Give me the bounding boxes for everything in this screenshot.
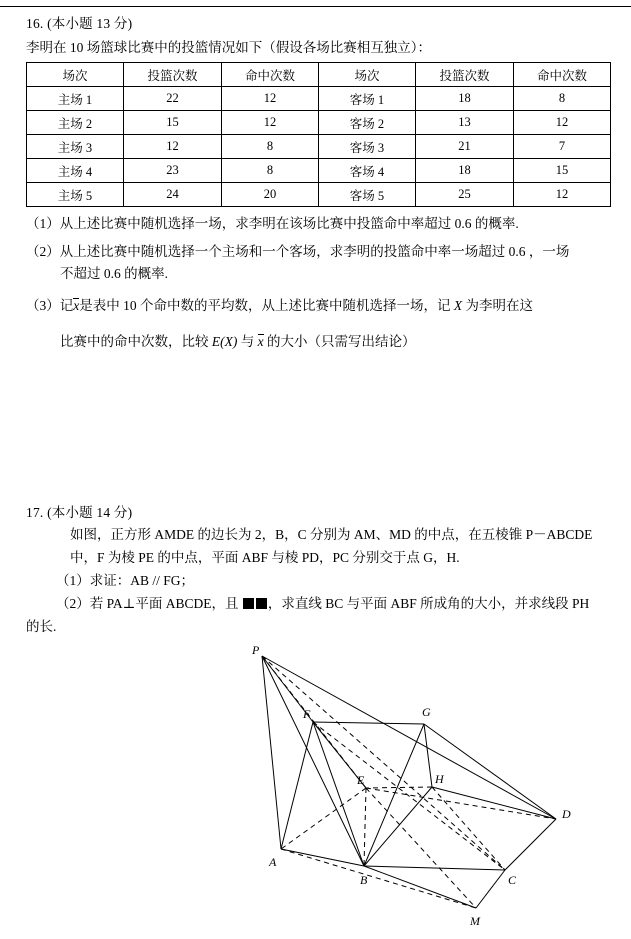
- item-text: 从上述比赛中随机选择一个主场和一个客场，求李明的投篮命中率一场超过 0.6 ，一场: [59, 244, 570, 259]
- table-cell: 客场 3: [319, 135, 416, 159]
- table-cell: 主场 4: [27, 159, 124, 183]
- table-header-cell: 场次: [27, 63, 124, 87]
- table-row: [27, 111, 611, 135]
- table-cell: 15: [514, 159, 611, 183]
- table-cell: 8: [222, 135, 319, 159]
- figure-label-C: C: [508, 873, 517, 887]
- table-row: [27, 159, 611, 183]
- question-17-heading: [26, 503, 605, 523]
- item-marker: （1）: [56, 573, 90, 588]
- question-17-points: (本小题 14 分): [47, 505, 133, 520]
- x-bar-symbol: x: [257, 334, 264, 349]
- question-16-heading: [26, 14, 605, 34]
- redacted-formula-box: [256, 598, 267, 609]
- question-16-item-2-line2: 不超过 0.6 的概率.: [60, 266, 168, 281]
- item-marker: （2）: [26, 244, 60, 259]
- question-17-item-1: [26, 569, 605, 592]
- question-16-item-2: [26, 241, 605, 263]
- table-cell: 22: [124, 87, 222, 111]
- item-text: 从上述比赛中随机选择一场，求李明在该场比赛中投篮命中率超过 0.6 的概率.: [59, 216, 519, 231]
- figure-label-P: P: [252, 644, 260, 657]
- table-cell: 主场 1: [27, 87, 124, 111]
- item-text: 求证：AB // FG；: [89, 573, 195, 588]
- table-cell: 24: [124, 183, 222, 207]
- table-cell: 客场 2: [319, 111, 416, 135]
- x-bar-symbol: x: [73, 298, 80, 313]
- figure-label-H: H: [435, 772, 444, 786]
- table-cell: 18: [416, 159, 514, 183]
- item-marker: （1）: [26, 216, 60, 231]
- question-17-line-1: 如图，正方形 AMDE 的边长为 2，B，C 分别为 AM、MD 的中点，在五棱锥 P－ABCDE: [70, 527, 593, 542]
- question-16-points: (本小题 13 分): [47, 16, 133, 31]
- table-cell: 20: [222, 183, 319, 207]
- item-marker: （3）: [26, 298, 60, 313]
- question-17-item-2: [26, 592, 605, 615]
- table-cell: 21: [416, 135, 514, 159]
- table-cell: 13: [416, 111, 514, 135]
- table-cell: 25: [416, 183, 514, 207]
- table-header-cell: 投篮次数: [124, 63, 222, 87]
- item-text-post: 为李明在这: [462, 298, 533, 313]
- table-header-cell: 场次: [319, 63, 416, 87]
- table-header-cell: 命中次数: [514, 63, 611, 87]
- figure-label-D: D: [562, 807, 571, 821]
- table-cell: 主场 5: [27, 183, 124, 207]
- table-header-cell: 投篮次数: [416, 63, 514, 87]
- pyramid-diagram-svg: [26, 644, 609, 934]
- vertical-spacer: [26, 353, 605, 503]
- solid-edges: [262, 656, 556, 908]
- table-cell: 15: [124, 111, 222, 135]
- table-cell: 12: [514, 111, 611, 135]
- table-cell: 客场 1: [319, 87, 416, 111]
- figure-label-G: G: [422, 705, 431, 719]
- table-cell: 8: [222, 159, 319, 183]
- table-cell: 8: [514, 87, 611, 111]
- question-16-item-3: [26, 295, 605, 317]
- item-line2-pre: 比赛中的命中次数，比较: [60, 334, 212, 349]
- table-row: [27, 87, 611, 111]
- table-cell: 主场 2: [27, 111, 124, 135]
- table-cell: 客场 5: [319, 183, 416, 207]
- table-cell: 12: [124, 135, 222, 159]
- question-16-intro: 李明在 10 场篮球比赛中的投篮情况如下（假设各场比赛相互独立）：: [26, 40, 431, 55]
- shooting-stats-table: [26, 62, 611, 207]
- item-line2-mid: 与: [237, 334, 258, 349]
- table-cell: 12: [514, 183, 611, 207]
- expectation-expression: E(X): [211, 334, 238, 349]
- table-header-cell: 命中次数: [222, 63, 319, 87]
- figure-label-E: E: [357, 773, 365, 787]
- item-text: [60, 295, 605, 317]
- question-17-item-2-line2: 的长.: [26, 619, 57, 634]
- table-cell: 12: [222, 87, 319, 111]
- geometry-figure: [26, 644, 609, 934]
- table-header-row: [27, 63, 611, 87]
- question-16-number: 16.: [26, 16, 44, 31]
- question-16-item-1: [26, 213, 605, 235]
- item-marker: （2）: [56, 596, 90, 611]
- table-row: [27, 135, 611, 159]
- table-cell: 客场 4: [319, 159, 416, 183]
- figure-label-B: B: [360, 873, 368, 887]
- question-17-line-2: 中，F 为棱 PE 的中点，平面 ABF 与棱 PD，PC 分别交于点 G，H.: [70, 550, 460, 565]
- item-text-pre: 记: [59, 298, 74, 313]
- table-row: [27, 183, 611, 207]
- item-text-b: ，求直线 BC 与平面 ABF 所成角的大小，并求线段 PH: [267, 596, 590, 611]
- table-cell: 12: [222, 111, 319, 135]
- item-text-mid: 是表中 10 个命中数的平均数，从上述比赛中随机选择一场，记: [79, 298, 454, 313]
- hidden-edges: [262, 656, 556, 908]
- item-line2-post: 的大小（只需写出结论）: [263, 334, 416, 349]
- question-17-number: 17.: [26, 505, 44, 520]
- table-cell: 7: [514, 135, 611, 159]
- item-text-a: 若 PA⊥平面 ABCDE，且: [89, 596, 242, 611]
- figure-label-A: A: [269, 855, 277, 869]
- table-cell: 主场 3: [27, 135, 124, 159]
- table-cell: 23: [124, 159, 222, 183]
- figure-label-M: M: [470, 914, 480, 928]
- page-top-rule: [0, 6, 631, 7]
- random-variable-X: X: [453, 298, 463, 313]
- question-16-item-3-line2: [60, 331, 605, 353]
- table-cell: 18: [416, 87, 514, 111]
- redacted-formula-box: [243, 598, 254, 609]
- figure-label-F: F: [303, 707, 311, 721]
